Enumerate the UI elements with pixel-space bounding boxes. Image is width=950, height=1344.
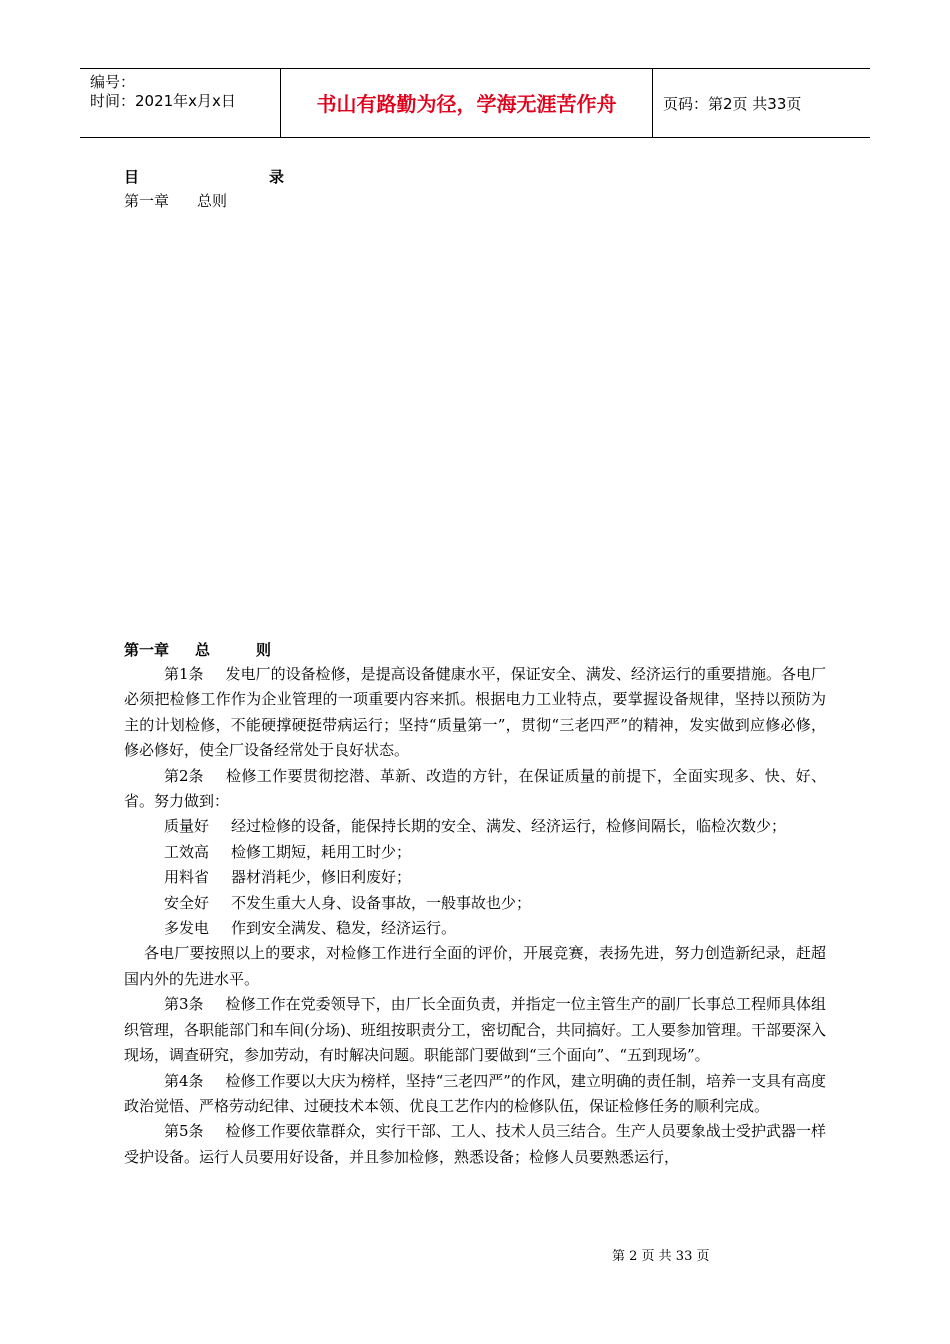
page-counter: 页码：第2页 共33页 <box>663 95 802 113</box>
header-meta-cell <box>80 69 281 137</box>
toc-item-chapter: 第一章 <box>124 192 170 210</box>
article-label: 第4条 <box>164 1071 204 1090</box>
article-label: 质量好 <box>164 817 210 836</box>
chapter-heading <box>124 639 271 661</box>
article-paragraph <box>124 865 826 890</box>
article-paragraph <box>124 662 826 764</box>
article-text: 检修工期短，耗用工时少； <box>231 842 412 861</box>
article-label: 第5条 <box>164 1122 204 1141</box>
article-label: 第2条 <box>164 766 204 785</box>
motto-text: 书山有路勤为径，学海无涯苦作舟 <box>316 92 617 116</box>
toc-title-left: 目 <box>124 168 140 186</box>
article-text: 作到安全满发、稳发，经济运行。 <box>231 919 457 938</box>
toc-item[interactable] <box>124 190 227 212</box>
article-paragraph <box>124 1119 826 1170</box>
toc-title-right: 录 <box>269 168 285 186</box>
article-text: 不发生重大人身、设备事故，一般事故也少； <box>231 893 532 912</box>
header-pager-cell <box>653 69 870 137</box>
article-paragraph <box>124 992 826 1068</box>
article-text: 检修工作要依靠群众，实行干部、工人、技术人员三结合。生产人员要象战士受护武器一样受护设备。运行人员要用好设备，并且参加检修，熟悉设备；检修人员要熟悉运行， <box>124 1122 826 1166</box>
article-paragraph <box>124 941 826 992</box>
chapter-title-a: 总 <box>195 641 211 659</box>
header-motto-cell <box>281 69 653 137</box>
article-paragraph <box>124 840 826 865</box>
article-paragraph <box>124 916 826 941</box>
chapter-title-b: 则 <box>256 641 272 659</box>
chapter-number: 第一章 <box>124 641 170 659</box>
article-text: 检修工作要以大庆为榜样，坚持“三老四严”的作风，建立明确的责任制，培养一支具有高度政治觉悟、严格劳动纪律、过硬技术本领、优良工艺作内的检修队伍，保证检修任务的顺利完成。 <box>124 1071 826 1115</box>
article-text: 各电厂要按照以上的要求，对检修工作进行全面的评价，开展竞赛，表扬先进，努力创造新纪录，赶超国内外的先进水平。 <box>124 944 826 988</box>
article-text: 检修工作要贯彻挖潜、革新、改造的方针，在保证质量的前提下，全面实现多、快、好、省。努力做到： <box>124 766 826 811</box>
article-label: 第3条 <box>164 995 204 1014</box>
article-label: 用料省 <box>164 868 210 887</box>
page-header <box>80 68 870 138</box>
time-line: 时间：2021年x月x日 <box>90 92 236 110</box>
article-paragraph <box>124 814 826 839</box>
article-label: 多发电 <box>164 919 210 938</box>
article-paragraph <box>124 764 826 815</box>
article-paragraph <box>124 1069 826 1120</box>
article-text: 器材消耗少，修旧利废好； <box>231 868 412 887</box>
article-paragraph <box>124 891 826 916</box>
toc-title <box>124 166 284 188</box>
toc-item-name: 总则 <box>197 192 228 210</box>
article-label: 安全好 <box>164 893 210 912</box>
article-text: 发电厂的设备检修，是提高设备健康水平，保证安全、满发、经济运行的重要措施。各电厂必须把检修工作作为企业管理的一项重要内容来抓。根据电力工业特点，要掌握设备规律，坚持以预防为主的计划检修，不能硬撑硬挺带病运行；坚持“质量第一”，贯彻“三老四严”的精神，发实做到应修必修，修必修好，使全厂设备经常处于良好状态。 <box>124 665 826 760</box>
page-footer: 第 2 页 共 33 页 <box>612 1249 710 1264</box>
article-text: 检修工作在党委领导下，由厂长全面负责，并指定一位主管生产的副厂长事总工程师具体组织管理，各职能部门和车间(分场)、班组按职责分工，密切配合，共同搞好。工人要参加管理。干部要深入现场，调查研究，参加劳动，有时解决问题。职能部门要做到“三个面向”、“五到现场”。 <box>124 995 826 1065</box>
article-text: 经过检修的设备，能保持长期的安全、满发、经济运行，检修间隔长，临检次数少； <box>231 817 787 836</box>
chapter-body <box>124 662 826 1170</box>
article-label: 工效高 <box>164 842 210 861</box>
serial-label: 编号： <box>90 73 136 91</box>
article-label: 第1条 <box>164 665 204 683</box>
